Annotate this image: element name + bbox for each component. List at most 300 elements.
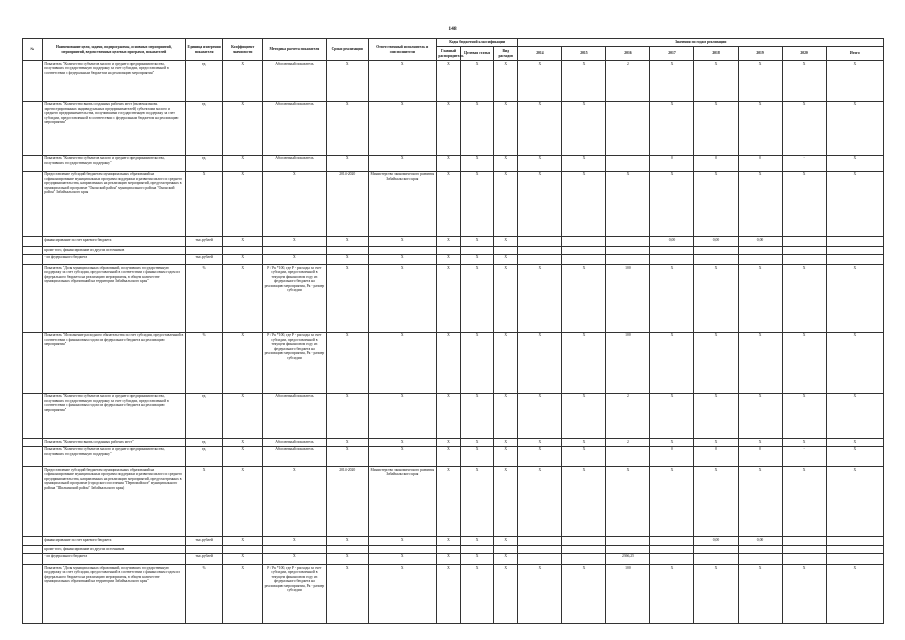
cell-method: Абсолютный показатель — [262, 439, 326, 447]
cell-y2015: Х — [562, 332, 606, 393]
cell-coef: Х — [223, 61, 263, 102]
cell-unit: Х — [185, 467, 222, 537]
col-num-header: № — [23, 39, 43, 61]
cell-name: Показатель "Доля муниципальных образований, получивших государственную поддержку за счет субсидии, предоставленной в соответствии с финансовым годом из федерального бюджета на реализацию мероприятия, в общем количестве муниципальных образований на территории Забайкальского края" — [42, 265, 185, 333]
cell-y2015: Х — [562, 393, 606, 438]
cell-y2014: Х — [518, 439, 562, 447]
cell-y2019: 0,00 — [738, 237, 782, 247]
cell-method: Р / Рк *100, где Р - расходы за счет субсидии, предоставленной в текущем финансовом году из федерального бюджета на реализацию мероприятия, Рк - размер субсидии — [262, 265, 326, 333]
cell-c2: Х — [461, 101, 494, 155]
cell-unit: % — [185, 265, 222, 333]
cell-y2017: Х — [650, 61, 694, 102]
cell-name: Показатель "Количество субъектов малого и среднего предпринимательства, получивших государственную поддержку за счет субсидии, предоставленной в соответствии с федеральным бюджетом на реализацию мероприятия" — [42, 61, 185, 102]
cell-method: Абсолютный показатель — [262, 101, 326, 155]
table-row — [23, 565, 884, 624]
cell-y2016 — [606, 237, 650, 247]
cell-y2019: Х — [738, 265, 782, 333]
cell-y2014: Х — [518, 467, 562, 537]
cell-c2: Х — [461, 565, 494, 624]
cell-unit — [185, 247, 222, 254]
col-unit-header: Единица измерения показателя — [185, 39, 222, 61]
cell-unit: ед. — [185, 446, 222, 466]
year-header: 2020 — [782, 47, 826, 61]
cell-c2: Х — [461, 467, 494, 537]
cell-resp: Х — [368, 254, 436, 264]
cell-c3 — [494, 546, 518, 553]
cell-c1: Х — [436, 446, 460, 466]
table-row — [23, 254, 884, 264]
cell-c3: Х — [494, 61, 518, 102]
cell-y2016 — [606, 155, 650, 171]
cell-name: кроме того, финансирование из других источников — [42, 247, 185, 254]
cell-num — [23, 332, 43, 393]
cell-y2014: Х — [518, 565, 562, 624]
table-row — [23, 237, 884, 247]
cell-coef — [223, 546, 263, 553]
col-term-header: Сроки реализации — [326, 39, 368, 61]
table-row — [23, 155, 884, 171]
cell-unit: тыс.рублей — [185, 537, 222, 546]
cell-y2014: Х — [518, 61, 562, 102]
cell-y2016 — [606, 247, 650, 254]
cell-y2019: Х — [738, 565, 782, 624]
cell-y2017: 0 — [650, 155, 694, 171]
cell-y2015: Х — [562, 446, 606, 466]
cell-unit: ед. — [185, 101, 222, 155]
cell-y2015 — [562, 537, 606, 546]
cell-y2016 — [606, 101, 650, 155]
cell-c3: Х — [494, 237, 518, 247]
cell-total — [826, 237, 883, 247]
cell-term: 2014-2020 — [326, 171, 368, 237]
cell-y2020: Х — [782, 332, 826, 393]
cell-y2018: Х — [694, 393, 738, 438]
cell-method: Х — [262, 254, 326, 264]
cell-y2018: Х — [694, 61, 738, 102]
cell-y2015: Х — [562, 565, 606, 624]
cell-term: Х — [326, 439, 368, 447]
cell-coef: Х — [223, 393, 263, 438]
cell-c1: Х — [436, 101, 460, 155]
col-coef-header: Коэффициент значимости — [223, 39, 263, 61]
program-table — [22, 38, 884, 624]
cell-c2 — [461, 546, 494, 553]
cell-resp — [368, 546, 436, 553]
cell-y2014 — [518, 247, 562, 254]
cell-y2018: 0 — [694, 155, 738, 171]
cell-c2: Х — [461, 237, 494, 247]
cell-name: - из федерального бюджета — [42, 254, 185, 264]
cell-total: Х — [826, 446, 883, 466]
cell-y2016: 100 — [606, 332, 650, 393]
cell-num — [23, 155, 43, 171]
cell-y2020: - — [782, 446, 826, 466]
cell-term: Х — [326, 254, 368, 264]
table-row — [23, 446, 884, 466]
cell-y2017 — [650, 254, 694, 264]
cell-y2019: Х — [738, 439, 782, 447]
cell-c3: Х — [494, 393, 518, 438]
cell-term: Х — [326, 393, 368, 438]
cell-y2016 — [606, 537, 650, 546]
cell-y2016: Х — [606, 467, 650, 537]
cell-y2016: 2366,25 — [606, 553, 650, 564]
cell-c1: Х — [436, 332, 460, 393]
cell-y2017 — [650, 247, 694, 254]
year-header: 2017 — [650, 47, 694, 61]
cell-y2014 — [518, 546, 562, 553]
cell-total — [826, 247, 883, 254]
cell-unit: тыс.рублей — [185, 553, 222, 564]
cell-y2015: Х — [562, 155, 606, 171]
cell-y2019: Х — [738, 61, 782, 102]
cell-c3: Х — [494, 155, 518, 171]
table-row — [23, 171, 884, 237]
cell-y2014: Х — [518, 446, 562, 466]
cell-c3: Х — [494, 467, 518, 537]
cell-num — [23, 101, 43, 155]
cell-num — [23, 265, 43, 333]
cell-num — [23, 61, 43, 102]
cell-total — [826, 254, 883, 264]
cell-c2: Х — [461, 553, 494, 564]
cell-c1: Х — [436, 61, 460, 102]
table-row — [23, 553, 884, 564]
table-body — [23, 61, 884, 624]
cell-total: Х — [826, 265, 883, 333]
cell-y2018: Х — [694, 565, 738, 624]
cell-y2015 — [562, 254, 606, 264]
table-row — [23, 537, 884, 546]
cell-name: кроме того, финансирование из других источников — [42, 546, 185, 553]
cell-coef: Х — [223, 565, 263, 624]
cell-num — [23, 467, 43, 537]
cell-coef: Х — [223, 171, 263, 237]
cell-y2016: 100 — [606, 265, 650, 333]
cell-y2017: Х — [650, 565, 694, 624]
cell-unit: тыс.рублей — [185, 237, 222, 247]
cell-unit: ед. — [185, 61, 222, 102]
cell-name: Показатель "Доля муниципальных образований, получивших государственную поддержку за счет субсидии, предоставленной в соответствии с финансовым годом из федерального бюджета на реализацию мероприятия, в общем количестве муниципальных образований на территории Забайкальского края" — [42, 565, 185, 624]
cell-c1: Х — [436, 467, 460, 537]
cell-y2018: 0,00 — [694, 537, 738, 546]
cell-resp: Х — [368, 537, 436, 546]
cell-y2018: Х — [694, 467, 738, 537]
cell-method: Абсолютный показатель — [262, 393, 326, 438]
cell-c1: Х — [436, 171, 460, 237]
cell-c2: Х — [461, 439, 494, 447]
cell-c3: Х — [494, 171, 518, 237]
cell-total: Х — [826, 61, 883, 102]
cell-y2016 — [606, 446, 650, 466]
cell-y2014: Х — [518, 101, 562, 155]
cell-name: Показатель "Количество субъектов малого и среднего предпринимательства, получивших государственную поддержку за счет субсидии, предоставленной в соответствии с финансовым годом из федерального бюджета на реализацию мероприятия" — [42, 393, 185, 438]
cell-resp: Министерство экономического развития Забайкальского края — [368, 467, 436, 537]
cell-name: Показатель "Количество вновь созданных рабочих мест (включая вновь зарегистрированных индивидуальных предпринимателей) субъектами малого и среднего предпринимательства, получившими государственную поддержку за счет субсидии, предоставленной в соответствии с федеральным бюджетом на реализацию мероприятия" — [42, 101, 185, 155]
cell-c2: Х — [461, 61, 494, 102]
cell-y2017 — [650, 537, 694, 546]
cell-y2014 — [518, 537, 562, 546]
cell-method: Х — [262, 467, 326, 537]
cell-c1: Х — [436, 254, 460, 264]
col-method-header: Методика расчета показателя — [262, 39, 326, 61]
cell-y2018: 0 — [694, 446, 738, 466]
cell-y2014 — [518, 254, 562, 264]
cell-y2015: Х — [562, 171, 606, 237]
table-row — [23, 393, 884, 438]
cell-unit: % — [185, 565, 222, 624]
cell-resp: Х — [368, 553, 436, 564]
cell-coef: Х — [223, 446, 263, 466]
cell-y2016: 2 — [606, 61, 650, 102]
cell-y2020: Х — [782, 467, 826, 537]
cell-y2015 — [562, 237, 606, 247]
cell-y2017: Х — [650, 393, 694, 438]
cell-num — [23, 393, 43, 438]
cell-c1: Х — [436, 439, 460, 447]
cell-unit: ед. — [185, 393, 222, 438]
cell-term: Х — [326, 61, 368, 102]
cell-term: Х — [326, 553, 368, 564]
cell-y2014: Х — [518, 265, 562, 333]
cell-method: Р / Рк *100, где Р - расходы за счет субсидии, предоставленной в текущем финансовом году из федерального бюджета на реализацию мероприятия, Рк - размер субсидии — [262, 332, 326, 393]
cell-c2 — [461, 247, 494, 254]
cell-num — [23, 446, 43, 466]
cell-term: Х — [326, 237, 368, 247]
cell-term: Х — [326, 101, 368, 155]
cell-y2016: Х — [606, 171, 650, 237]
cell-term: Х — [326, 265, 368, 333]
cell-y2019 — [738, 247, 782, 254]
table-row — [23, 247, 884, 254]
cell-y2018: Х — [694, 171, 738, 237]
code-header: Вид расходов — [494, 47, 518, 61]
cell-c3: Х — [494, 553, 518, 564]
cell-total: Х — [826, 155, 883, 171]
cell-num — [23, 565, 43, 624]
cell-resp: Х — [368, 439, 436, 447]
cell-y2019 — [738, 546, 782, 553]
cell-y2018 — [694, 247, 738, 254]
cell-c2: Х — [461, 265, 494, 333]
cell-y2016 — [606, 546, 650, 553]
cell-total: Х — [826, 171, 883, 237]
cell-c1: Х — [436, 237, 460, 247]
cell-coef: Х — [223, 254, 263, 264]
cell-resp: Х — [368, 565, 436, 624]
cell-y2019: Х — [738, 393, 782, 438]
year-header: 2015 — [562, 47, 606, 61]
cell-y2018: Х — [694, 439, 738, 447]
cell-y2018 — [694, 254, 738, 264]
year-header: 2018 — [694, 47, 738, 61]
cell-c3: Х — [494, 565, 518, 624]
cell-name: - из федерального бюджета — [42, 553, 185, 564]
cell-num — [23, 247, 43, 254]
cell-y2017: 0 — [650, 446, 694, 466]
cell-method: Х — [262, 553, 326, 564]
cell-unit: тыс.рублей — [185, 254, 222, 264]
table-row — [23, 467, 884, 537]
cell-resp: Х — [368, 446, 436, 466]
cell-num — [23, 537, 43, 546]
cell-y2017: 0,00 — [650, 237, 694, 247]
cell-y2014: Х — [518, 332, 562, 393]
cell-total: Х — [826, 467, 883, 537]
cell-method: Абсолютный показатель — [262, 61, 326, 102]
cell-num — [23, 439, 43, 447]
cell-unit: % — [185, 332, 222, 393]
cell-y2018: Х — [694, 101, 738, 155]
cell-name: Показатель "Количество субъектов малого и среднего предпринимательства, получивших государственную поддержку" — [42, 155, 185, 171]
cell-resp: Х — [368, 265, 436, 333]
cell-num — [23, 237, 43, 247]
cell-y2017: Х — [650, 101, 694, 155]
cell-y2020: - — [782, 155, 826, 171]
cell-y2020 — [782, 247, 826, 254]
cell-y2016 — [606, 254, 650, 264]
table-row — [23, 546, 884, 553]
page-number: 148 — [448, 26, 457, 32]
cell-resp: Х — [368, 61, 436, 102]
cell-y2014: Х — [518, 171, 562, 237]
code-header: Главный распорядитель — [436, 47, 460, 61]
cell-y2015 — [562, 553, 606, 564]
cell-name: Показатель "Количество субъектов малого и среднего предпринимательства, получивших государственную поддержку" — [42, 446, 185, 466]
cell-unit — [185, 546, 222, 553]
cell-coef: Х — [223, 237, 263, 247]
cell-num — [23, 171, 43, 237]
cell-y2020: Х — [782, 61, 826, 102]
cell-resp: Х — [368, 332, 436, 393]
cell-y2015 — [562, 546, 606, 553]
cell-name: Предоставление субсидий бюджетам муниципальных образований на софинансирование муниципальных программ поддержки и развития малого и среднего предпринимательства, направленных на реализацию мероприятий, предусмотренных в муниципальной программе (городского поселения "Первомайское" муниципального района "Шилкинский район" Забайкальского края) — [42, 467, 185, 537]
cell-total: Х — [826, 393, 883, 438]
cell-y2015: Х — [562, 101, 606, 155]
cell-unit: Х — [185, 171, 222, 237]
cell-c3 — [494, 247, 518, 254]
cell-coef: Х — [223, 332, 263, 393]
table-row — [23, 101, 884, 155]
cell-total: Х — [826, 332, 883, 393]
cell-term — [326, 546, 368, 553]
cell-c3: Х — [494, 101, 518, 155]
cell-y2019: Х — [738, 332, 782, 393]
cell-c1 — [436, 247, 460, 254]
cell-name: Показатель "Исполнение расходного обязательства за счет субсидии, предоставленной в соответствии с финансовым годом из федерального бюджета на реализацию мероприятия" — [42, 332, 185, 393]
cell-y2017: Х — [650, 265, 694, 333]
cell-unit: ед. — [185, 439, 222, 447]
cell-y2019: Х — [738, 467, 782, 537]
cell-unit: ед. — [185, 155, 222, 171]
cell-method: Х — [262, 237, 326, 247]
year-header: 2019 — [738, 47, 782, 61]
cell-method: Х — [262, 171, 326, 237]
cell-y2018 — [694, 553, 738, 564]
cell-method: Х — [262, 537, 326, 546]
cell-coef: Х — [223, 553, 263, 564]
cell-y2018: Х — [694, 265, 738, 333]
cell-y2017: Х — [650, 171, 694, 237]
cell-y2019 — [738, 553, 782, 564]
table-row — [23, 439, 884, 447]
cell-num — [23, 546, 43, 553]
table-row — [23, 332, 884, 393]
cell-y2017: Х — [650, 332, 694, 393]
cell-c2: Х — [461, 171, 494, 237]
cell-term: Х — [326, 155, 368, 171]
cell-y2019: Х — [738, 171, 782, 237]
cell-c2: Х — [461, 446, 494, 466]
cell-y2019: 0 — [738, 446, 782, 466]
cell-y2016: 2 — [606, 393, 650, 438]
cell-resp: Х — [368, 101, 436, 155]
cell-y2020: Х — [782, 565, 826, 624]
cell-c1 — [436, 546, 460, 553]
cell-total: Х — [826, 101, 883, 155]
cell-c1: Х — [436, 155, 460, 171]
cell-y2014 — [518, 237, 562, 247]
cell-y2020 — [782, 546, 826, 553]
cell-num — [23, 553, 43, 564]
cell-resp: Х — [368, 393, 436, 438]
cell-c2: Х — [461, 155, 494, 171]
cell-resp: Х — [368, 237, 436, 247]
cell-term — [326, 247, 368, 254]
cell-y2019: 0,00 — [738, 537, 782, 546]
cell-y2019: 0 — [738, 155, 782, 171]
cell-c1: Х — [436, 565, 460, 624]
cell-c3: Х — [494, 265, 518, 333]
cell-y2020 — [782, 553, 826, 564]
cell-resp: Х — [368, 155, 436, 171]
cell-name: финансирование за счет краевого бюджета — [42, 237, 185, 247]
cell-c2: Х — [461, 254, 494, 264]
cell-y2015: Х — [562, 439, 606, 447]
cell-y2017: Х — [650, 439, 694, 447]
cell-resp: Министерство экономического развития Забайкальского края — [368, 171, 436, 237]
cell-y2015: Х — [562, 265, 606, 333]
cell-term: 2014-2020 — [326, 467, 368, 537]
cell-num — [23, 254, 43, 264]
cell-term: Х — [326, 446, 368, 466]
cell-total — [826, 546, 883, 553]
year-header: 2014 — [518, 47, 562, 61]
cell-y2017 — [650, 553, 694, 564]
cell-y2015: Х — [562, 467, 606, 537]
cell-y2020: Х — [782, 101, 826, 155]
cell-name: Показатель "Количество вновь созданных рабочих мест" — [42, 439, 185, 447]
cell-y2020: Х — [782, 171, 826, 237]
cell-y2018: 0,00 — [694, 237, 738, 247]
cell-coef: Х — [223, 439, 263, 447]
cell-y2017 — [650, 546, 694, 553]
cell-resp — [368, 247, 436, 254]
cell-c1: Х — [436, 553, 460, 564]
cell-method: Абсолютный показатель — [262, 446, 326, 466]
cell-y2018 — [694, 546, 738, 553]
cell-total — [826, 553, 883, 564]
code-header: Целевая статья — [461, 47, 494, 61]
years-group-header: Значения по годам реализации — [518, 39, 884, 47]
cell-y2020: Х — [782, 393, 826, 438]
cell-method: Абсолютный показатель — [262, 155, 326, 171]
cell-y2020 — [782, 237, 826, 247]
cell-c2: Х — [461, 537, 494, 546]
cell-total — [826, 537, 883, 546]
cell-coef: Х — [223, 155, 263, 171]
cell-c2: Х — [461, 393, 494, 438]
